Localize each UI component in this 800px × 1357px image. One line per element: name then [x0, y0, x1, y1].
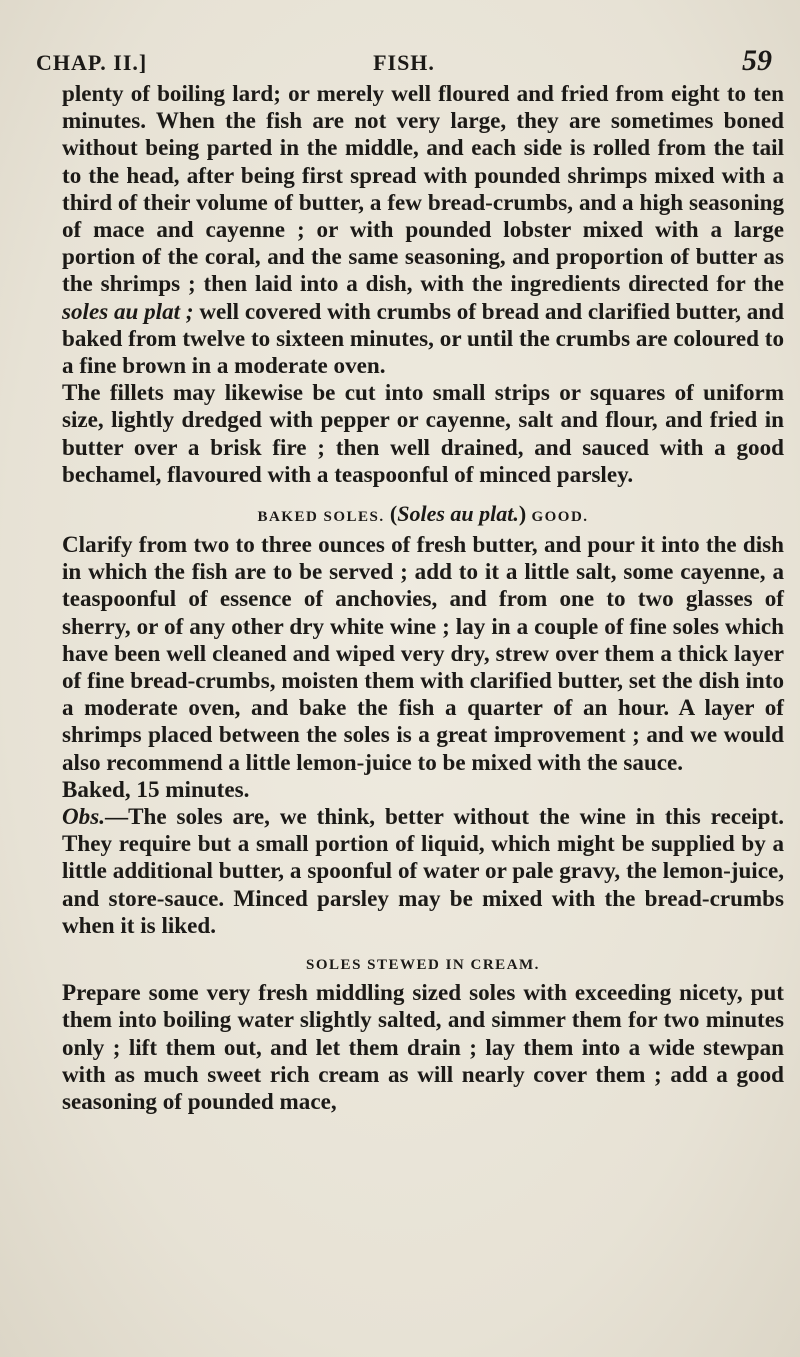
paragraph: plenty of boiling lard; or merely well floured and fried from eight to ten minutes. When the fish are not very large, they are sometimes boned without being parted in the middle, and each side is rolled from the tail to the head, after being first spread with pounded shrimps mixed with a third of their volume of butter, a few bread-crumbs, and a high seasoning of mace and cayenne ; or with pounded lobster mixed with a large portion of the coral, and the same seasoning, and proportion of butter as the shrimps ; then laid into a dish, with the ingredients directed for the soles au plat ; well covered with crumbs of bread and clarified butter, and baked from twelve to sixteen minutes, or until the crumbs are coloured to a fine brown in a moderate oven. [62, 80, 784, 379]
paragraph: The fillets may likewise be cut into small strips or squares of uniform size, lightly dredged with pepper or cayenne, salt and flour, and fried in butter over a brisk fire ; then well drained, and sauced with a good bechamel, flavoured with a teaspoonful of minced parsley. [62, 379, 784, 487]
recipe-heading: BAKED SOLES. (Soles au plat.) GOOD. [257, 501, 589, 527]
running-header [36, 44, 772, 80]
chapter-label: CHAP. II.] [36, 50, 148, 75]
paragraph: Clarify from two to three ounces of fresh butter, and pour it into the dish in which the fish are to be served ; add to it a little salt, some cayenne, a teaspoonful of essence of anchovies, and from one to two glasses of sherry, or of any other dry white wine ; lay in a couple of fine soles which have been well cleaned and wiped very dry, strew over them a thick layer of fine bread-crumbs, moisten them with clarified butter, set the dish into a moderate oven, and bake the fish a quarter of an hour. A layer of shrimps placed between the soles is a great improvement ; and we would also recommend a little lemon-juice to be mixed with the sauce. [62, 531, 784, 775]
section-title: FISH. [373, 50, 435, 75]
page-number: 59 [742, 44, 772, 77]
recipe-heading: SOLES STEWED IN CREAM. [306, 957, 540, 974]
paragraph: Obs.—The soles are, we think, better without the wine in this receipt. They require but a small portion of liquid, which might be supplied by a little additional butter, a spoonful of water or pale gravy, the lemon-juice, and store-sauce. Minced parsley may be mixed with the bread-crumbs when it is liked. [62, 803, 784, 938]
page-body [62, 80, 784, 1115]
paragraph: Baked, 15 minutes. [62, 775, 250, 802]
paragraph: Prepare some very fresh middling sized soles with exceeding nicety, put them into boiling water slightly salted, and simmer them for two minutes only ; lift them out, and let them drain ; lay them into a wide stewpan with as much sweet rich cream as will nearly cover them ; add a good seasoning of pounded mace, [62, 979, 784, 1114]
